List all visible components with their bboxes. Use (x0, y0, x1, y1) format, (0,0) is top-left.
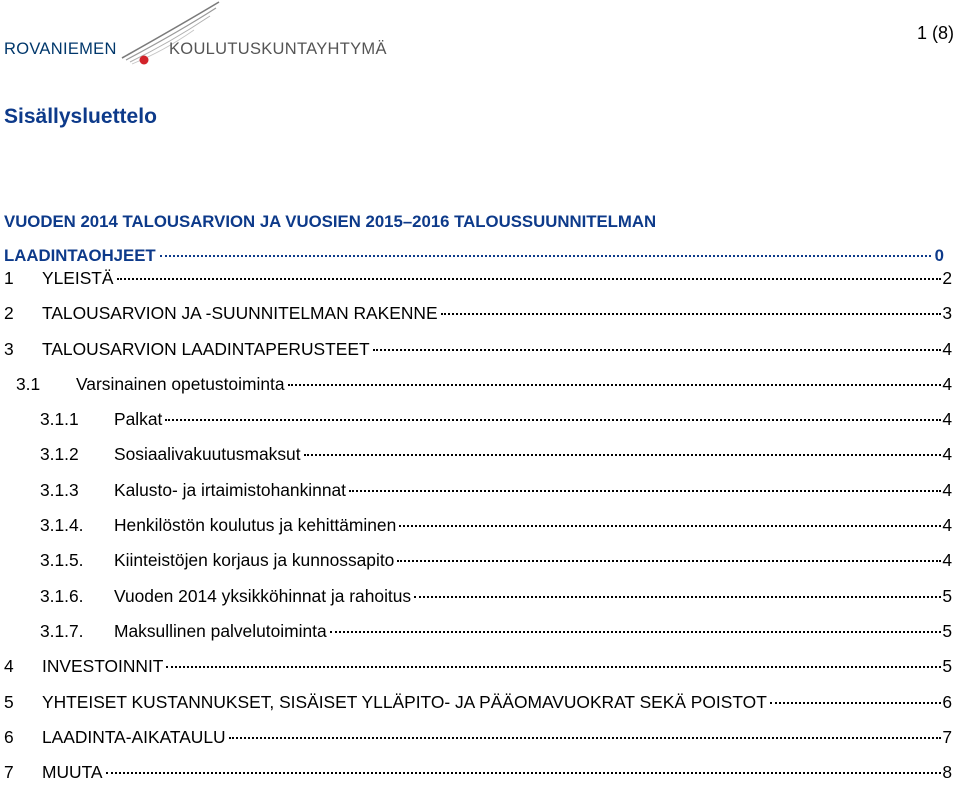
toc-entry[interactable] (4, 339, 952, 374)
toc-entry-label: Vuoden 2014 yksikköhinnat ja rahoitus (114, 585, 412, 606)
toc-entry-label: Varsinainen opetustoiminta (76, 373, 285, 394)
toc-entry-page: 4 (942, 409, 952, 430)
toc-list (4, 268, 952, 797)
toc-entry-label: LAADINTA-AIKATAULU (42, 726, 226, 747)
toc-entry-number: 1 (4, 268, 14, 288)
logo-right-text: KOULUTUSKUNTAYHTYMÄ (169, 40, 387, 58)
toc-entry-label: Henkilöstön koulutus ja kehittäminen (114, 515, 397, 536)
toc-entry[interactable] (4, 268, 952, 303)
toc-entry[interactable] (4, 656, 952, 691)
toc-entry-number: 3.1.4. (40, 515, 84, 536)
toc-entry-page: 4 (942, 550, 952, 571)
toc-heading-line1: VUODEN 2014 TALOUSARVION JA VUOSIEN 2015–2016 TALOUSSUUNNITELMAN (4, 212, 657, 231)
leader-dots (399, 525, 941, 527)
toc-entry-number: 3.1.5. (40, 550, 84, 571)
toc-heading-entry[interactable] (4, 205, 944, 273)
organization-logo (4, 0, 424, 80)
leader-dots (160, 255, 931, 257)
toc-entry-label: TALOUSARVION LAADINTAPERUSTEET (42, 338, 370, 359)
leader-dots (288, 384, 942, 386)
toc-entry-number: 3.1.7. (40, 620, 84, 641)
toc-heading-page: 0 (934, 246, 944, 265)
toc-entry-label: TALOUSARVION JA -SUUNNITELMAN RAKENNE (42, 303, 438, 324)
toc-title: Sisällysluettelo (4, 105, 157, 128)
toc-entry-label: Sosiaalivakuutusmaksut (114, 444, 301, 465)
toc-entry[interactable] (4, 621, 952, 656)
toc-entry-label: MUUTA (42, 762, 103, 783)
toc-entry-page: 2 (942, 268, 952, 288)
toc-entry-label: Kalusto- ja irtaimistohankinnat (114, 479, 346, 500)
toc-entry[interactable] (4, 374, 952, 409)
leader-dots (414, 596, 941, 598)
leader-dots (441, 313, 942, 315)
toc-entry[interactable] (4, 692, 952, 727)
toc-entry-number: 3.1 (16, 373, 41, 394)
toc-entry[interactable] (4, 444, 952, 479)
toc-entry-page: 7 (942, 726, 952, 747)
leader-dots (770, 702, 942, 704)
leader-dots (166, 666, 941, 668)
toc-entry[interactable] (4, 515, 952, 550)
toc-entry-number: 3 (4, 338, 14, 359)
toc-entry-page: 4 (942, 338, 952, 359)
toc-entry[interactable] (4, 727, 952, 762)
toc-entry-page: 4 (942, 444, 952, 465)
leader-dots (304, 454, 942, 456)
toc-entry-number: 3.1.3 (40, 479, 79, 500)
leader-dots (397, 560, 941, 562)
toc-entry-label: INVESTOINNIT (42, 656, 164, 677)
toc-entry-number: 5 (4, 691, 14, 712)
toc-entry-page: 8 (942, 762, 952, 783)
toc-entry-page: 3 (942, 303, 952, 324)
toc-entry-label: Kiinteistöjen korjaus ja kunnossapito (114, 550, 395, 571)
leader-dots (373, 349, 942, 351)
toc-entry-label: YLEISTÄ (42, 268, 114, 288)
toc-entry-number: 3.1.6. (40, 585, 84, 606)
leader-dots (349, 490, 941, 492)
toc-entry-page: 4 (942, 515, 952, 536)
logo-red-dot-icon (140, 56, 149, 65)
toc-entry-page: 4 (942, 373, 952, 394)
toc-entry-label: Maksullinen palvelutoiminta (114, 620, 327, 641)
toc-entry[interactable] (4, 550, 952, 585)
toc-entry-label: YHTEISET KUSTANNUKSET, SISÄISET YLLÄPITO- JA PÄÄOMAVUOKRAT SEKÄ POISTOT (42, 691, 767, 712)
toc-entry-page: 4 (942, 479, 952, 500)
leader-dots (117, 278, 942, 280)
leader-dots (165, 419, 941, 421)
leader-dots (106, 772, 942, 774)
toc-heading-line2: LAADINTAOHJEET (4, 246, 156, 265)
toc-entry[interactable] (4, 586, 952, 621)
toc-entry-number: 7 (4, 762, 14, 783)
toc-entry[interactable] (4, 409, 952, 444)
toc-entry[interactable] (4, 303, 952, 338)
toc-entry-page: 5 (942, 620, 952, 641)
toc-entry-number: 4 (4, 656, 14, 677)
toc-entry-page: 5 (942, 656, 952, 677)
leader-dots (229, 737, 942, 739)
toc-entry-number: 3.1.1 (40, 409, 79, 430)
toc-entry-number: 3.1.2 (40, 444, 79, 465)
toc-entry-label: Palkat (114, 409, 163, 430)
leader-dots (330, 631, 942, 633)
page-number: 1 (8) (916, 23, 954, 43)
logo-left-text: ROVANIEMEN (4, 40, 117, 58)
toc-entry-number: 6 (4, 726, 14, 747)
toc-entry-page: 5 (942, 585, 952, 606)
toc-entry[interactable] (4, 480, 952, 515)
toc-entry-number: 2 (4, 303, 14, 324)
toc-entry-page: 6 (942, 691, 952, 712)
